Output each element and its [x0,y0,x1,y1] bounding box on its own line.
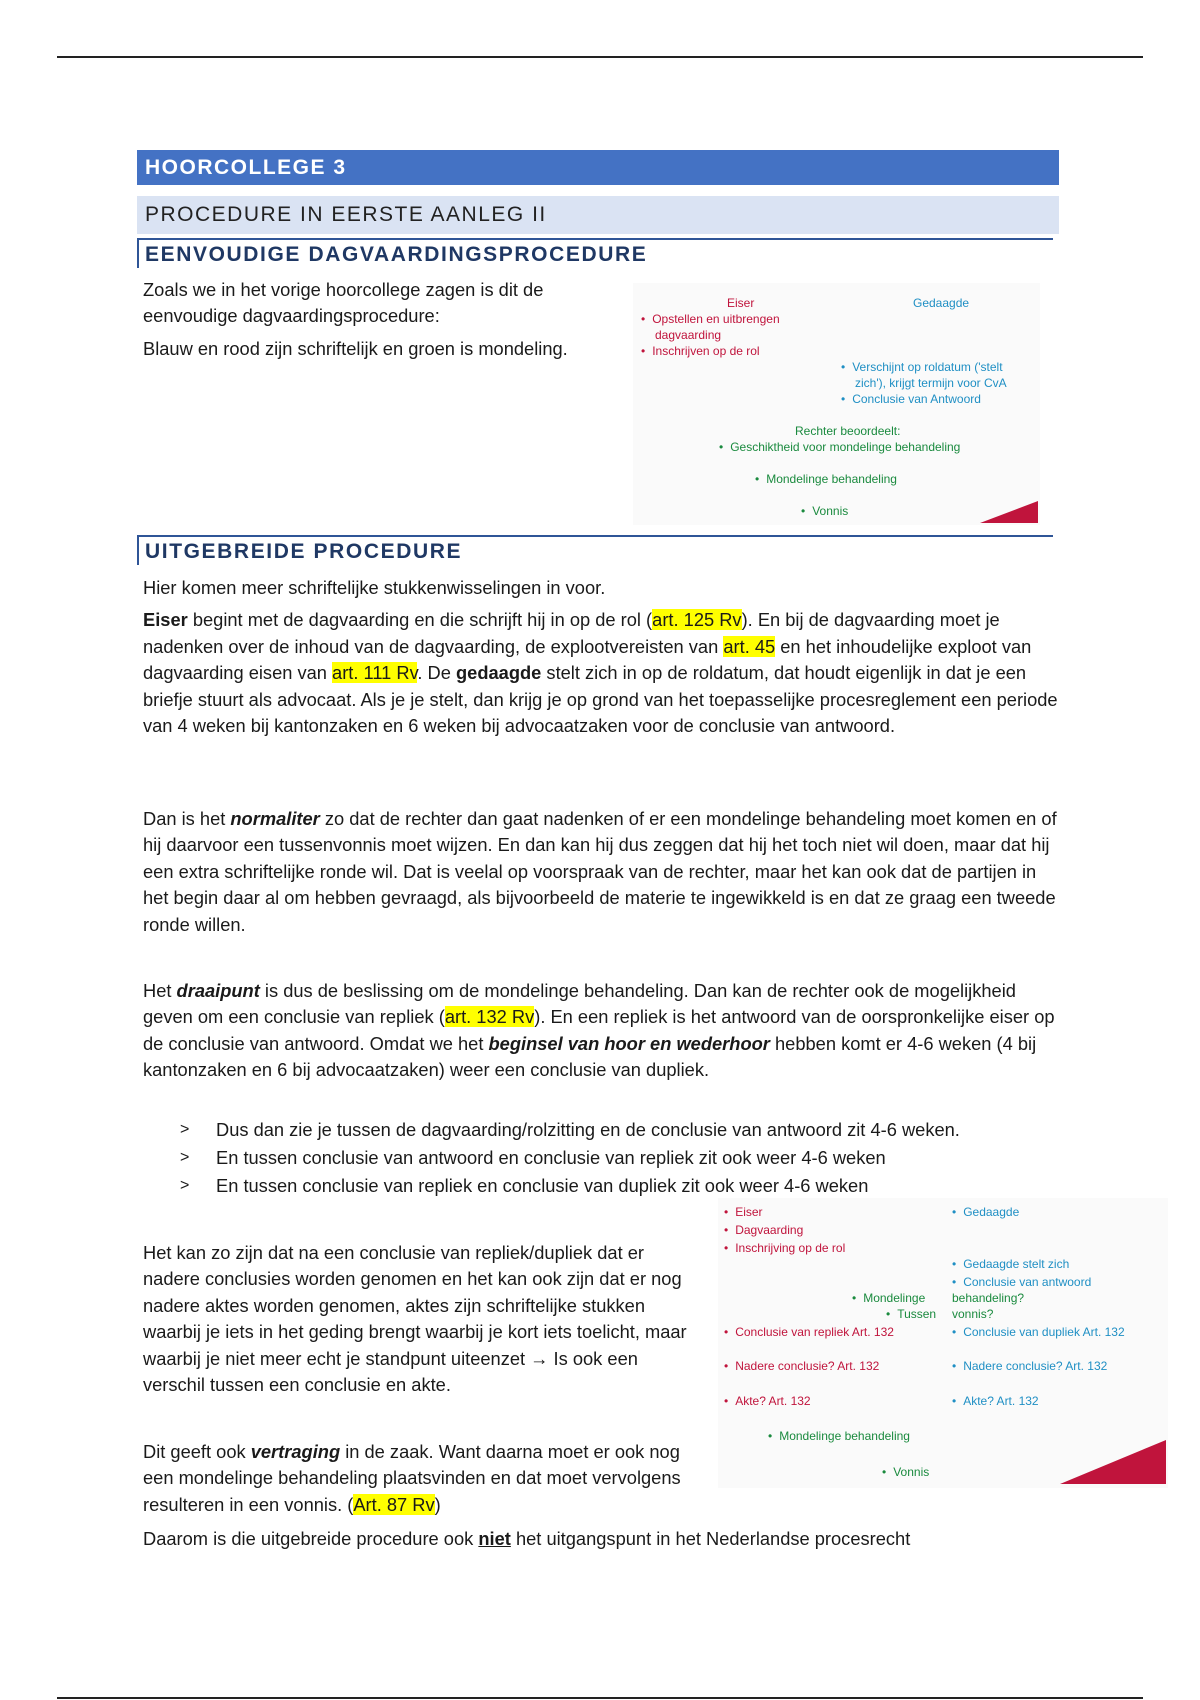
diagram-mondeling: • Mondelinge behandeling [768,1428,910,1444]
list-item-text: En tussen conclusie van antwoord en conclusie van repliek zit ook weer 4-6 weken [216,1147,886,1168]
diagram-tussen: • Tussen [886,1306,936,1322]
diagram-mondeling-q: • Mondelinge [852,1290,925,1306]
diagram-dupliek: • Conclusie van dupliek Art. 132 [952,1324,1125,1340]
list-item [180,1116,960,1144]
diagram-akte-eiser: • Akte? Art. 132 [724,1393,811,1409]
text-run: . De [417,662,456,684]
paragraph-text: Het kan zo zijn dat na een conclusie van repliek/dupliek dat er nadere conclusies worden genomen en het kan ook zijn dat er nog nadere aktes worden genomen, aktes zijn schriftelijke stukken waarbij je iets in het geding brengt waarbij je kort iets toelicht, maar waarbij je niet meer echt je standpunt uiteenzet → Is ook een verschil tussen een conclusie en akte. [143,1242,687,1396]
paragraph-nadere-conclusies [143,1240,703,1398]
bottom-rule [57,1697,1143,1699]
diagram-nadere-conclusie-gedaagde: • Nadere conclusie? Art. 132 [952,1358,1107,1374]
diagram-gedaagde-item: • Verschijnt op roldatum ('stelt [841,359,1003,375]
text-run: begint met de dagvaarding en die schrijft hij in op de rol ( [187,609,653,631]
diagram-eiser-item: dagvaarding [655,328,722,342]
text-run: zo dat de rechter dan gaat nadenken of er een mondelinge behandeling moet komen en of hij daarvoor een tussenvonnis moet wijzen. En dan kan hij dus zeggen dat hij het toch niet wil doen, maar dat hij een extra schriftelijke ronde wil. Dat is veelal op voorspraak van de rechter, maar het kan ook dat de partijen in het begin daar al om hebben gevraagd, als bijvoorbeeld de materie te ingewikkeld is en dat ze graag een tweede ronde willen. [143,808,1057,935]
diagram-gedaagde-item: • Conclusie van Antwoord [841,391,981,407]
diagram-mondeling: • Mondelinge behandeling [755,471,897,487]
list-item [180,1172,960,1200]
term-draaipunt: draaipunt [176,980,260,1001]
diagram-inschrijving: • Inschrijving op de rol [724,1240,845,1256]
article-ref: art. 132 Rv [444,1006,535,1028]
red-triangle-decoration [1060,1440,1166,1484]
diagram-vonnis: • Vonnis [801,503,848,519]
diagram-cva: • Conclusie van antwoord [952,1274,1091,1290]
text-run: is dus de beslissing om de mondelinge behandeling. Dan kan de rechter ook de mogelijkheid geven om een conclusie van repliek ( [143,980,1016,1028]
term-gedaagde: gedaagde [456,662,542,684]
text-run: ). En een repliek is het antwoord van de oorspronkelijke eiser op de conclusie van antwoord. Omdat we het [143,1006,1055,1054]
term-list [180,1116,960,1200]
diagram-eiser-label: Eiser [727,296,755,310]
diagram-rechter-label: Rechter beoordeelt: [795,424,901,438]
paragraph-normaliter [143,806,1063,938]
legend-paragraph: Blauw en rood zijn schriftelijk en groen is mondeling. [143,337,568,359]
text-run: het uitgangspunt in het Nederlandse procesrecht [510,1528,911,1549]
simple-procedure-diagram [633,283,1040,525]
paragraph-draaipunt [143,978,1063,1084]
text-run: Dan is het [143,808,231,829]
text-run: Daarom is die uitgebreide procedure ook [143,1528,479,1549]
section-heading-uitgebreid: UITGEBREIDE PROCEDURE [137,535,1053,565]
paragraph-conclusie [143,1526,1063,1552]
text-run: stelt zich in op de roldatum, dat houdt eigenlijk in dat je een briefje stuurt als advocaat. Als je je stelt, dan krijg je op grond van het toepasselijke procesreglement een periode van 4 weken bij kantonzaken en 6 weken bij advocaatzaken voor de conclusie van antwoord. [143,662,1058,737]
top-rule [57,56,1143,58]
text-run: in de zaak. Want daarna moet er ook nog een mondelinge behandeling plaatsvinden en dat moet vervolgens resulteren in een vonnis. ( [143,1441,681,1515]
bullet-mark: > [180,1177,190,1194]
article-ref: art. 111 Rv [332,662,418,684]
diagram-vonnis-q: vonnis? [952,1307,994,1321]
red-triangle-decoration [980,501,1038,523]
extended-procedure-diagram [718,1198,1168,1488]
term-normaliter: normaliter [230,808,320,829]
paragraph-eiser [143,607,1063,739]
section2-body [143,575,1063,739]
diagram-dagvaarding: • Dagvaarding [724,1222,803,1238]
diagram-vonnis: • Vonnis [882,1464,929,1480]
article-ref: art. 45 [723,635,776,657]
diagram-eiser-item: • Inschrijven op de rol [641,343,760,359]
diagram-nadere-conclusie-eiser: • Nadere conclusie? Art. 132 [724,1358,879,1374]
diagram-rechter-item: • Geschiktheid voor mondelinge behandeling [719,439,960,455]
text-run: hebben komt er 4-6 weken (4 bij kantonzaken en 6 bij advocaatzaken) weer een conclusie van dupliek. [143,1032,1037,1081]
bullet-mark: > [180,1121,190,1138]
text-run: Het [143,980,177,1001]
intro-text [143,277,623,362]
diagram-eiser-item: • Opstellen en uitbrengen [641,311,780,327]
intro-paragraph: Zoals we in het vorige hoorcollege zagen is dit de eenvoudige dagvaardingsprocedure: [143,279,544,327]
paragraph-vertraging [143,1439,703,1518]
chapter-title: PROCEDURE IN EERSTE AANLEG II [137,196,1059,234]
section-heading-eenvoudig: EENVOUDIGE DAGVAARDINGSPROCEDURE [137,238,1053,268]
diagram-eiser-label: • Eiser [724,1204,763,1220]
text-run: Dit geeft ook [143,1441,251,1462]
diagram-behandeling-q: behandeling? [952,1291,1025,1305]
diagram-gedaagde-stelt: • Gedaagde stelt zich [952,1256,1069,1272]
diagram-akte-gedaagde: • Akte? Art. 132 [952,1393,1039,1409]
article-ref: Art. 87 Rv [353,1493,435,1515]
diagram-gedaagde-label: • Gedaagde [952,1204,1019,1220]
list-item-text: Dus dan zie je tussen de dagvaarding/rolzitting en de conclusie van antwoord zit 4-6 weken. [216,1119,960,1140]
diagram-gedaagde-item: zich'), krijgt termijn voor CvA [855,376,1007,390]
text-run: ) [434,1493,441,1515]
diagram-repliek: • Conclusie van repliek Art. 132 [724,1324,894,1340]
term-hoor-wederhoor: beginsel van hoor en wederhoor [488,1032,770,1054]
term-vertraging: vertraging [250,1441,341,1462]
term-niet: niet [478,1528,511,1549]
list-item-text: En tussen conclusie van repliek en conclusie van dupliek zit ook weer 4-6 weken [216,1175,869,1196]
article-ref: art. 125 Rv [652,609,742,631]
term-eiser: Eiser [143,609,188,631]
bullet-mark: > [180,1149,190,1166]
diagram-gedaagde-label: Gedaagde [913,296,970,310]
list-item [180,1144,960,1172]
lecture-title: HOORCOLLEGE 3 [137,150,1059,185]
text-run: ). En bij de dagvaarding moet je nadenken over de inhoud van de dagvaarding, de explootvereisten van [143,609,1000,657]
text-run: en het inhoudelijke exploot van dagvaarding eisen van [143,635,1032,684]
paragraph-intro: Hier komen meer schriftelijke stukkenwisselingen in voor. [143,577,606,598]
